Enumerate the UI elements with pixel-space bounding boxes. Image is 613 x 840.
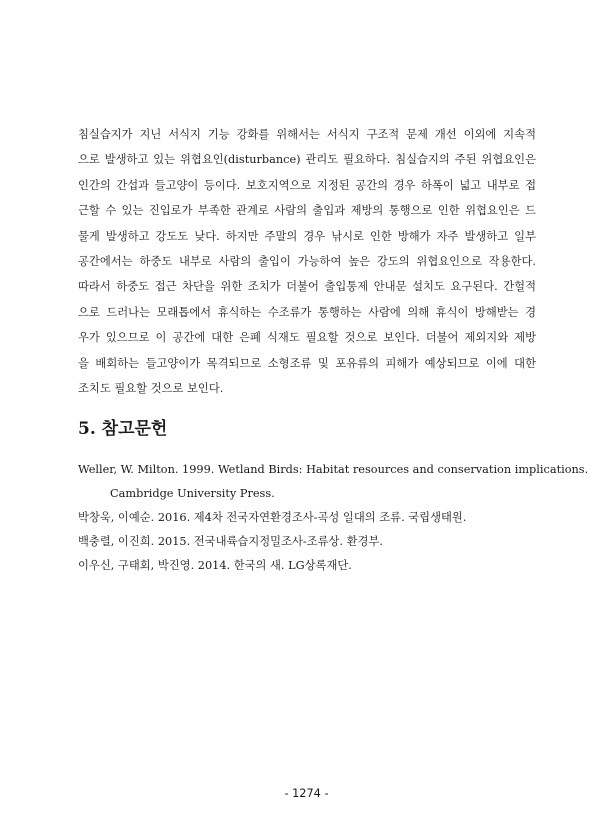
reference-entry: Weller, W. Milton. 1999. Wetland Birds: Habitat resources and conservation implications. — [78, 463, 589, 476]
paragraph-line: 우가 있으므로 이 공간에 대한 은폐 식재도 필요할 것으로 보인다. 더불어 제외지와 제방 — [78, 331, 536, 345]
reference-entry: 박창욱, 이예순. 2016. 제4차 전국자연환경조사-곡성 일대의 조류. 국립생태원. — [78, 511, 467, 524]
paragraph-line: 공간에서는 하중도 내부로 사람의 출입이 가능하여 높은 강도의 위협요인으로 작용한다. — [78, 254, 536, 268]
paragraph-line: 따라서 하중도 접근 차단을 위한 조치가 더불어 출입통제 안내문 설치도 요구된다. 간헐적 — [78, 280, 536, 294]
page-number: - 1274 - — [284, 787, 329, 800]
paragraph-line: 을 배회하는 들고양이가 목격되므로 소형조류 및 포유류의 피해가 예상되므로 이에 대한 — [78, 356, 536, 370]
paragraph-line: 인간의 간섭과 들고양이 등이다. 보호지역으로 지정된 공간의 경우 하폭이 넓고 내부로 접 — [78, 178, 536, 192]
paragraph-line: 근할 수 있는 진입로가 부족한 관계로 사람의 출입과 제방의 통행으로 인한 위협요인은 드 — [78, 204, 536, 218]
reference-entry: 이우신, 구태회, 박진영. 2014. 한국의 새. LG상록재단. — [78, 559, 352, 572]
paragraph-line: 침실습지가 지닌 서식지 기능 강화를 위해서는 서식지 구조적 문제 개선 이외에 지속적 — [78, 128, 536, 141]
paragraph-line: 조치도 필요할 것으로 보인다. — [78, 381, 224, 395]
reference-entry-continuation: Cambridge University Press. — [110, 487, 275, 500]
paragraph-line: 으로 드러나는 모래톱에서 휴식하는 수조류가 통행하는 사람에 의해 휴식이 방해받는 경 — [78, 305, 536, 319]
body-paragraph — [78, 122, 536, 401]
reference-entry: 백충렬, 이진희. 2015. 전국내륙습지정밀조사-조류상. 환경부. — [78, 535, 383, 548]
reference-list — [78, 458, 589, 578]
section-heading-references: 5. 참고문헌 — [78, 419, 168, 439]
paragraph-line: 으로 발생하고 있는 위협요인(disturbance) 관리도 필요하다. 침실습지의 주된 위협요인은 — [78, 153, 536, 167]
paragraph-line: 물게 발생하고 강도도 낮다. 하지만 주말의 경우 낚시로 인한 방해가 자주 발생하고 일부 — [78, 229, 536, 243]
